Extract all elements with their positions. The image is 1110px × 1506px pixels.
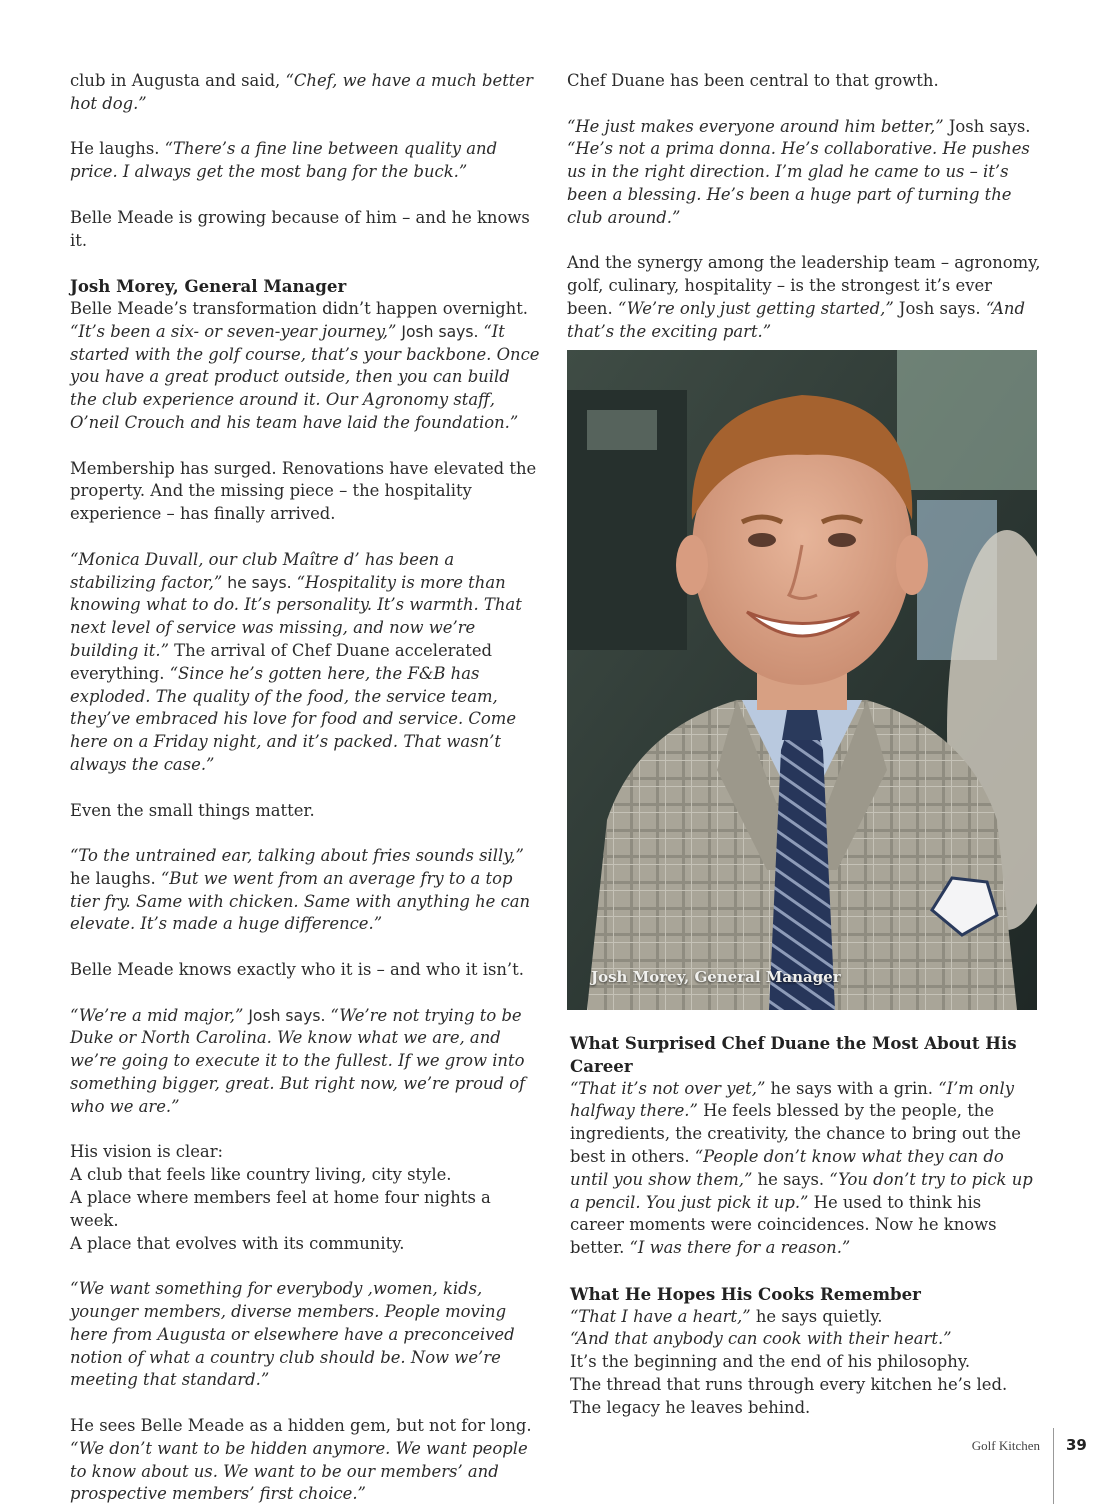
section-heading-josh-morey: Josh Morey, General Manager [70, 276, 347, 297]
left-column [70, 70, 540, 1506]
paragraph: He laughs. “There’s a fine line between quality and price. I always get the most bang for the buck.” [70, 139, 498, 182]
portrait-photo [567, 350, 1037, 1010]
paragraph: “We’re a mid major,” Josh says. “We’re not trying to be Duke or North Carolina. We know what we are, and we’re going to execute it to the fullest. If we grow into something bigger, great. But right now, we’re proud of who we are.” [70, 1005, 526, 1116]
paragraph: “We want something for everybody ,women, kids, younger members, diverse members. People moving here from Augusta or elsewhere have a preconceived notion of what a country club should be. Now we’re meeting that standard.” [70, 1279, 515, 1390]
paragraph: Chef Duane has been central to that growth. [567, 71, 939, 90]
section-heading-hopes: What He Hopes His Cooks Remember [570, 1283, 921, 1304]
footer-divider [1053, 1428, 1054, 1504]
paragraph: “To the untrained ear, talking about fries sounds silly,” he laughs. “But we went from an average fry to a top tier fry. Same with chicken. Same with anything he can elevate. It’s made a huge difference.” [70, 846, 531, 934]
paragraph: “Monica Duvall, our club Maître d’ has been a stabilizing factor,” he says. “Hospitality is more than knowing what to do. It’s personality. It’s warmth. That next level of service was missing, and now we’re building it.” The arrival of Chef Duane accelerated everything. “Since he’s gotten here, the F&B has exploded. The quality of the food, the service team, they’ve embraced his love for food and service. Come here on a Friday night, and it’s packed. That wasn’t always the case.” [70, 549, 522, 774]
paragraph: Belle Meade is growing because of him – and he knows it. [70, 207, 530, 250]
right-column-bottom [570, 1032, 1040, 1420]
paragraph: He sees Belle Meade as a hidden gem, but not for long. “We don’t want to be hidden anymore. We want people to know about us. We want to be our members’ and prospective members’ first choice.” [70, 1416, 532, 1504]
right-column-top [567, 70, 1042, 344]
paragraph: “That I have a heart,” he says quietly. “And that anybody can cook with their heart.” It’s the beginning and the end of his philosophy. The thread that runs through every kitchen he’s led. The legacy he leaves behind. [570, 1306, 1008, 1417]
section-heading-surprised: What Surprised Chef Duane the Most About His Career [570, 1033, 1017, 1076]
paragraph: club in Augusta and said, “Chef, we have a much better hot dog.” [70, 71, 533, 113]
paragraph-vision: His vision is clear: A club that feels like country living, city style. A place where members feel at home four nights a week. A place that evolves with its community. [70, 1142, 491, 1253]
paragraph: Belle Meade’s transformation didn’t happen overnight. “It’s been a six- or seven-year journey,” Josh says. “It started with the golf course, that’s your backbone. Once you have a great product outside, then you can build the club experience around it. Our Agronomy staff, O’neil Crouch and his team have laid the foundation.” [70, 298, 540, 432]
paragraph: Belle Meade knows exactly who it is – and who it isn’t. [70, 960, 524, 980]
paragraph: And the synergy among the leadership team – agronomy, golf, culinary, hospitality – is the strongest it’s ever been. “We’re only just getting started,” Josh says. “And that’s the exciting part.” [567, 253, 1041, 341]
photo-caption: Josh Morey, General Manager [591, 968, 841, 986]
page-number: 39 [1066, 1436, 1087, 1454]
paragraph: Even the small things matter. [70, 800, 315, 820]
paragraph: “He just makes everyone around him better,” Josh says. “He’s not a prima donna. He’s collaborative. He pushes us in the right direction. I’m glad he came to us – it’s been a blessing. He’s been a huge part of turning the club around.” [567, 116, 1031, 227]
paragraph: Membership has surged. Renovations have elevated the property. And the missing piece – the hospitality experience – has finally arrived. [70, 458, 537, 524]
publication-name: Golf Kitchen [971, 1438, 1040, 1453]
paragraph: “That it’s not over yet,” he says with a grin. “I’m only halfway there.” He feels blessed by the people, the ingredients, the creativity, the chance to bring out the best in others. “People don’t know what they can do until you show them,” he says. “You don’t try to pick up a pencil. You just pick it up.” He used to think his career moments were coincidences. Now he knows better. “I was there for a reason.” [570, 1078, 1033, 1258]
portrait-illustration [567, 350, 1037, 1010]
